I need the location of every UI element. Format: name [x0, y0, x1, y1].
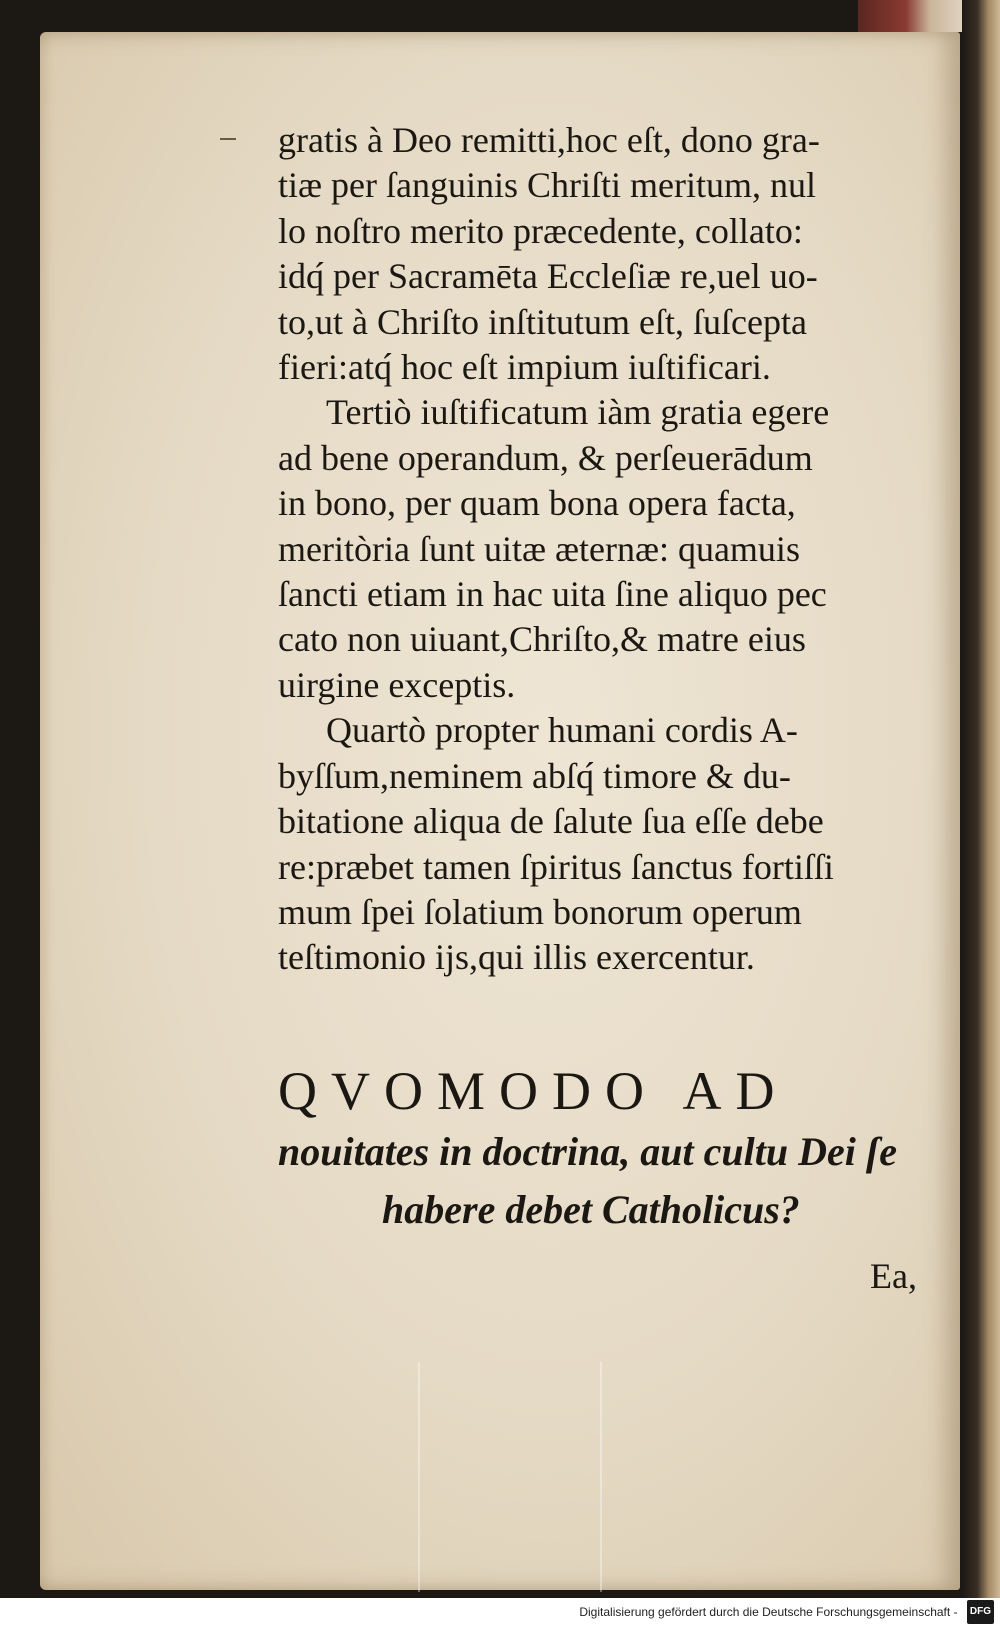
dfg-logo: DFG [967, 1600, 994, 1624]
text-line: teſtimonio ijs,qui illis exercentur. [278, 937, 755, 978]
text-line: fieri:atq́ hoc eſt impium iuſtificari. [278, 347, 771, 388]
section-heading-subtitle: habere debet Catholicus? [382, 1187, 800, 1232]
book-spine [962, 0, 1000, 1598]
text-line: meritòria ſunt uitæ æternæ: quamuis [278, 528, 800, 569]
body-text [278, 118, 938, 981]
digitization-footer [0, 1600, 1000, 1625]
text-line: Tertiò iuſtificatum iàm gratia egere [326, 392, 830, 433]
margin-mark [220, 138, 236, 140]
section-heading: QVOMODO AD [278, 1061, 789, 1121]
paper-fold [418, 1362, 420, 1592]
text-line: tiæ per ſanguinis Chriſti meritum, nul [278, 165, 816, 206]
text-line: lo noſtro merito præcedente, collato: [278, 210, 803, 251]
text-line: idq́ per Sacramēta Eccleſiæ re,uel uo- [278, 256, 818, 297]
text-line: in bono, per quam bona opera facta, [278, 483, 796, 524]
footer-credit: Digitalisierung gefördert durch die Deutsche Forschungsgemeinschaft - [579, 1605, 958, 1619]
paper-fold [600, 1362, 602, 1592]
bookmark-ribbon [858, 0, 978, 32]
text-line: ad bene operandum, & perſeuerādum [278, 437, 813, 478]
text-line: re:præbet tamen ſpiritus ſanctus fortiſſi [278, 846, 834, 887]
text-line: byſſum,neminem abſq́ timore & du- [278, 755, 791, 796]
catchword: Ea, [870, 1256, 917, 1296]
text-line: Quartò propter humani cordis A- [326, 710, 798, 751]
text-line: uirgine exceptis. [278, 664, 516, 705]
text-line: gratis à Deo remitti,hoc eſt, dono gra- [278, 120, 820, 160]
text-line: mum ſpei ſolatium bonorum operum [278, 891, 802, 932]
text-line: cato non uiuant,Chriſto,& matre eius [278, 619, 806, 660]
text-line: ſancti etiam in hac uita ſine aliquo pec [278, 574, 827, 615]
text-line: to,ut à Chriſto inſtitutum eſt, ſuſcepta [278, 301, 807, 342]
section-heading-subtitle: nouitates in doctrina, aut cultu Dei ſe [278, 1129, 897, 1174]
text-line: bitatione aliqua de ſalute ſua eſſe debe [278, 801, 824, 842]
